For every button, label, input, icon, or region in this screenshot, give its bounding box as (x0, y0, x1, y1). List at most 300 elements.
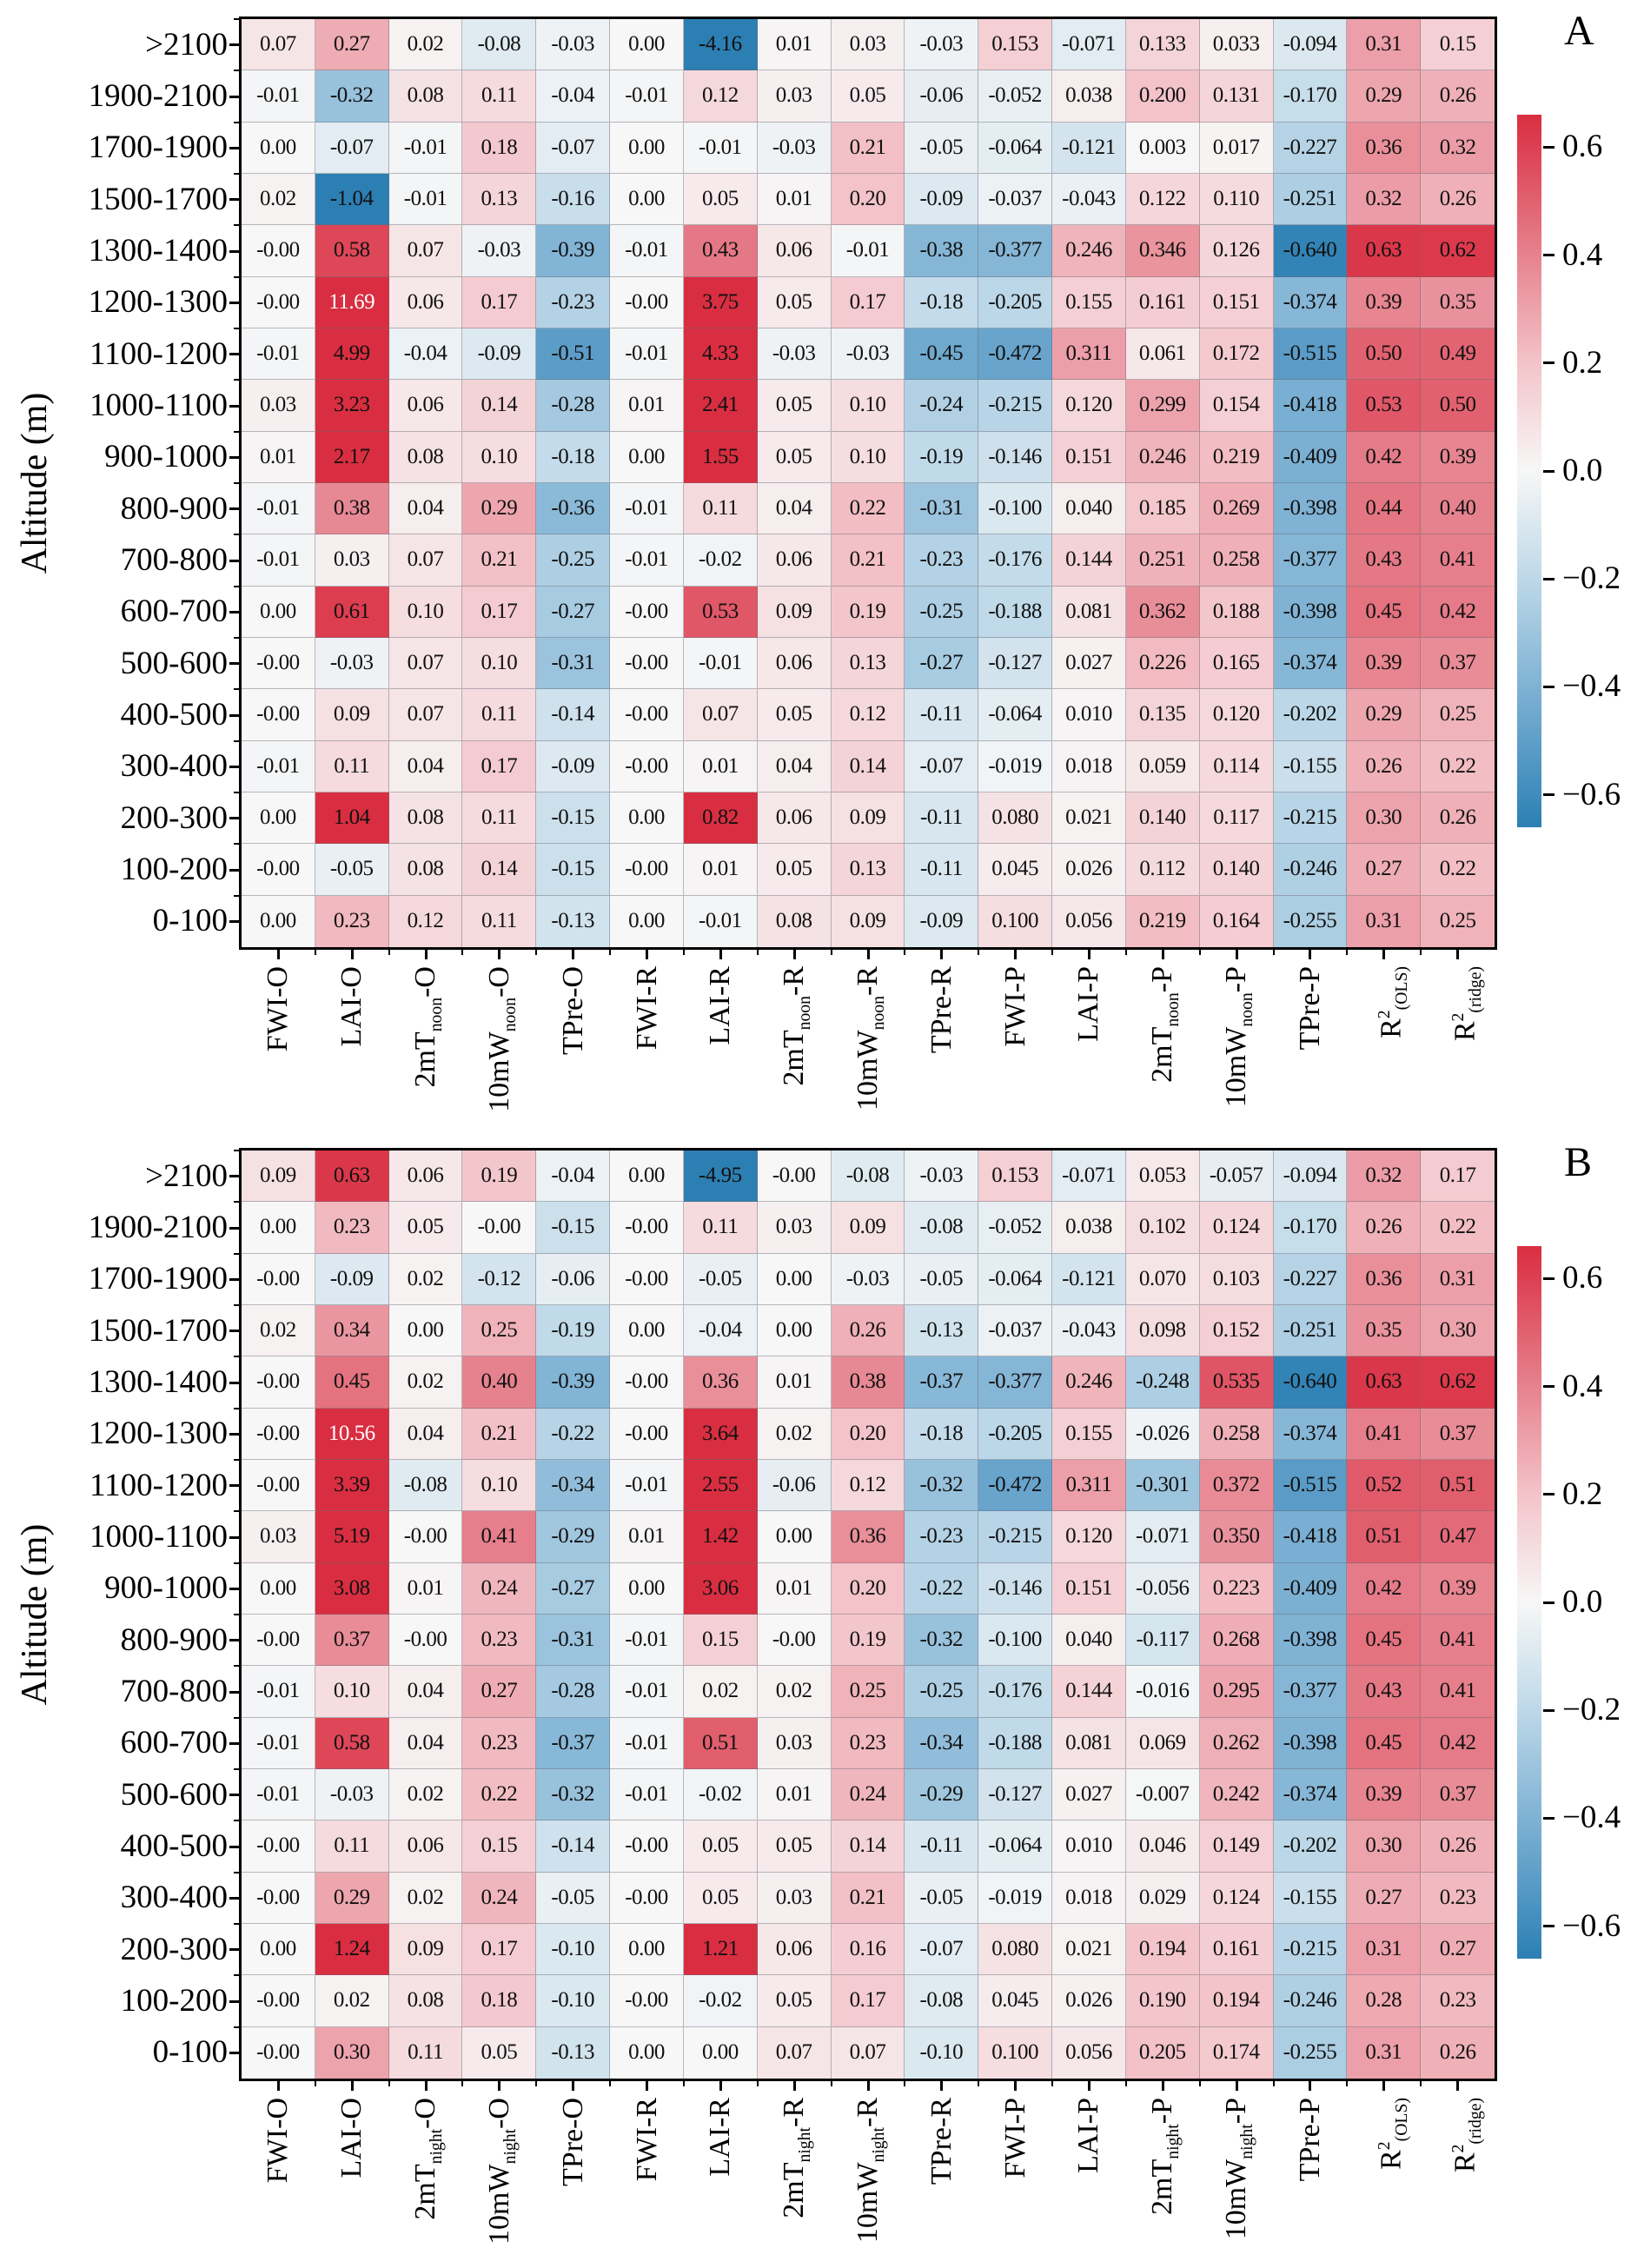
heatmap-cell: 0.09 (758, 587, 832, 638)
heatmap-cell: 0.21 (462, 534, 536, 586)
heatmap-cell: 0.19 (832, 587, 905, 638)
heatmap-cell: -0.00 (610, 1975, 684, 2026)
heatmap-cell: -0.08 (389, 1460, 463, 1511)
heatmap-cell: -0.00 (242, 844, 315, 895)
heatmap-cell: -0.01 (610, 1460, 684, 1511)
heatmap-cell: -0.32 (905, 1615, 978, 1666)
heatmap-cell: 0.09 (389, 1924, 463, 1975)
heatmap-cell: -0.05 (536, 1873, 610, 1924)
heatmap-cell: -0.32 (315, 70, 389, 122)
colorbar (1517, 1246, 1541, 1959)
colorbar-tick-label: −0.2 (1562, 560, 1621, 597)
heatmap-cell: -0.377 (978, 1356, 1052, 1408)
heatmap-cell: 0.07 (242, 19, 315, 70)
heatmap-cell: -0.043 (1052, 174, 1126, 225)
x-tick-label-text: LAI-O (335, 2098, 368, 2178)
heatmap-cell: 0.63 (1347, 1356, 1421, 1408)
heatmap-cell: 0.03 (315, 534, 389, 586)
heatmap-cell: 0.05 (684, 1873, 758, 1924)
heatmap-cell: -0.251 (1274, 174, 1348, 225)
heatmap-cell: 0.080 (978, 1924, 1052, 1975)
heatmap-cell: 0.41 (1347, 1409, 1421, 1460)
heatmap-cell: 0.38 (315, 483, 389, 534)
heatmap-cell: -0.06 (905, 70, 978, 122)
colorbar-tick (1543, 1385, 1555, 1388)
heatmap-cell: -0.09 (905, 174, 978, 225)
heatmap-cell: -0.10 (905, 2027, 978, 2079)
heatmap-cell: 0.372 (1200, 1460, 1274, 1511)
heatmap-cell: 0.30 (1347, 792, 1421, 844)
colorbar-tick (1543, 578, 1555, 580)
heatmap-cell: 0.01 (758, 19, 832, 70)
heatmap-cell: 0.00 (610, 432, 684, 483)
y-minor-tick (234, 1201, 242, 1203)
heatmap-cell: 0.35 (1421, 277, 1495, 328)
y-major-tick (229, 1175, 242, 1177)
x-tick-label-text: $10mW_{night}-R$ (852, 2098, 888, 2244)
heatmap-cell: 0.11 (462, 792, 536, 844)
heatmap-cell: -0.215 (1274, 792, 1348, 844)
y-major-tick (229, 405, 242, 408)
heatmap-cell: -0.215 (1274, 1924, 1348, 1975)
heatmap-cell: 0.34 (315, 1305, 389, 1356)
heatmap-cell: 0.07 (389, 534, 463, 586)
x-minor-tick (978, 2079, 979, 2086)
y-minor-tick (234, 1614, 242, 1615)
heatmap-cell: -0.146 (978, 432, 1052, 483)
x-major-tick (1309, 2079, 1311, 2091)
heatmap-cell: -0.18 (905, 277, 978, 328)
heatmap-cell: -0.02 (684, 1769, 758, 1820)
heatmap-cell: 1.42 (684, 1511, 758, 1562)
y-minor-tick (234, 1304, 242, 1306)
heatmap-cell: -0.202 (1274, 1820, 1348, 1872)
y-tick-label: 300-400 (120, 1880, 228, 1916)
heatmap-cell: -0.00 (242, 1254, 315, 1305)
x-minor-tick (683, 2079, 685, 2086)
heatmap-cell: -0.00 (242, 225, 315, 276)
heatmap-cell: 0.01 (610, 380, 684, 431)
heatmap-cell: 0.15 (462, 1820, 536, 1872)
heatmap-cell: -0.32 (536, 1769, 610, 1820)
heatmap-cell: -0.03 (832, 328, 905, 380)
heatmap-cell: 0.31 (1347, 1924, 1421, 1975)
heatmap-cell: -0.15 (536, 1202, 610, 1253)
heatmap-cell: 0.26 (1347, 741, 1421, 792)
heatmap-cell: 0.02 (389, 19, 463, 70)
heatmap-cell: -0.13 (905, 1305, 978, 1356)
y-minor-tick (234, 1356, 242, 1357)
heatmap-cell: 0.01 (684, 741, 758, 792)
heatmap-cell: -0.00 (242, 2027, 315, 2079)
heatmap-cell: 0.20 (832, 1563, 905, 1615)
heatmap-cell: 0.11 (462, 896, 536, 947)
heatmap-cell: 0.362 (1126, 587, 1200, 638)
heatmap-cell: 0.53 (1347, 380, 1421, 431)
heatmap-cell: 0.11 (462, 689, 536, 740)
heatmap-cell: 0.140 (1200, 844, 1274, 895)
heatmap-cell: -0.019 (978, 741, 1052, 792)
heatmap-cell: 2.41 (684, 380, 758, 431)
heatmap-cell: -0.23 (905, 534, 978, 586)
x-tick-label-text: $10mW_{night}-O$ (482, 2098, 520, 2245)
heatmap-cell: 1.21 (684, 1924, 758, 1975)
heatmap-cell: -0.08 (905, 1975, 978, 2026)
heatmap-cell: 0.190 (1126, 1975, 1200, 2026)
heatmap-cell: -0.472 (978, 328, 1052, 380)
heatmap-cell: -0.11 (905, 792, 978, 844)
heatmap-cell: 0.152 (1200, 1305, 1274, 1356)
heatmap-cell: -0.07 (536, 123, 610, 174)
heatmap-cell: 0.61 (315, 587, 389, 638)
heatmap-cell: 0.36 (1347, 123, 1421, 174)
heatmap-cell: 0.36 (684, 1356, 758, 1408)
y-minor-tick (234, 276, 242, 278)
y-minor-tick (234, 586, 242, 587)
heatmap-cell: 0.06 (758, 638, 832, 689)
heatmap-cell: 0.02 (389, 1356, 463, 1408)
heatmap-cell: 0.038 (1052, 70, 1126, 122)
x-minor-tick (388, 2079, 390, 2086)
heatmap-cell: -0.064 (978, 123, 1052, 174)
heatmap-cell: 0.04 (389, 1409, 463, 1460)
heatmap-cell: -0.13 (536, 896, 610, 947)
heatmap-cell: -0.026 (1126, 1409, 1200, 1460)
y-minor-tick (234, 895, 242, 897)
y-tick-label: >2100 (145, 1157, 228, 1194)
colorbar-tick-label: 0.4 (1562, 236, 1603, 273)
heatmap-cell: -0.03 (315, 638, 389, 689)
heatmap-cell: 0.172 (1200, 328, 1274, 380)
heatmap-cell: -0.11 (905, 844, 978, 895)
heatmap-cell: -0.01 (610, 70, 684, 122)
heatmap-cell: 0.07 (389, 638, 463, 689)
heatmap-cell: 0.26 (1421, 70, 1495, 122)
heatmap-cell: 10.56 (315, 1409, 389, 1460)
heatmap-cell: 0.23 (315, 896, 389, 947)
x-minor-tick (1199, 2079, 1201, 2086)
heatmap-cell: -0.38 (905, 225, 978, 276)
heatmap-cell: -0.02 (684, 534, 758, 586)
x-tick-label-text: TPre-P (1293, 2098, 1326, 2182)
heatmap-cell: -0.016 (1126, 1666, 1200, 1717)
heatmap-cell: -0.01 (610, 1769, 684, 1820)
heatmap-cell: -0.27 (905, 638, 978, 689)
x-tick-label-text: $R^2_{(ridge)}$ (1448, 966, 1485, 1042)
heatmap-cell: 0.11 (315, 1820, 389, 1872)
y-tick-label: 1300-1400 (88, 1364, 228, 1400)
heatmap-cell: -0.155 (1274, 1873, 1348, 1924)
y-tick-label: 0-100 (152, 903, 228, 939)
y-minor-tick (234, 1562, 242, 1564)
heatmap-cell: 0.06 (389, 277, 463, 328)
heatmap-panel-A (239, 17, 1497, 950)
heatmap-cell: -0.00 (610, 1202, 684, 1253)
heatmap-cell: 0.42 (1421, 587, 1495, 638)
x-tick-label-text: $2mT_{noon}-O$ (409, 966, 446, 1088)
heatmap-cell: 2.55 (684, 1460, 758, 1511)
heatmap-cell: 0.09 (832, 1202, 905, 1253)
heatmap-cell: 0.135 (1126, 689, 1200, 740)
heatmap-cell: -0.10 (536, 1975, 610, 2026)
heatmap-cell: -0.043 (1052, 1305, 1126, 1356)
colorbar-tick (1543, 1709, 1555, 1712)
heatmap-cell: 0.43 (684, 225, 758, 276)
heatmap-cell: 0.40 (1421, 483, 1495, 534)
heatmap-cell: 0.63 (1347, 225, 1421, 276)
y-major-tick (229, 2000, 242, 2003)
heatmap-cell: -0.12 (462, 1254, 536, 1305)
heatmap-cell: 0.01 (684, 844, 758, 895)
heatmap-cell: -0.00 (462, 1202, 536, 1253)
x-major-tick (719, 2079, 722, 2091)
x-major-tick (646, 947, 648, 959)
heatmap-cell: -0.14 (536, 689, 610, 740)
heatmap-cell: 0.17 (462, 587, 536, 638)
x-major-tick (277, 2079, 280, 2091)
heatmap-cell: 2.17 (315, 432, 389, 483)
heatmap-cell: -0.04 (536, 70, 610, 122)
heatmap-cell: 0.23 (462, 1615, 536, 1666)
heatmap-cell: -0.01 (684, 123, 758, 174)
heatmap-cell: 0.35 (1347, 1305, 1421, 1356)
heatmap-cell: 0.05 (758, 689, 832, 740)
heatmap-cell: -0.51 (536, 328, 610, 380)
colorbar-tick (1543, 1277, 1555, 1280)
heatmap-cell: 0.22 (832, 483, 905, 534)
heatmap-cell: 0.09 (242, 1151, 315, 1202)
y-minor-tick (234, 1872, 242, 1873)
heatmap-cell: 0.226 (1126, 638, 1200, 689)
heatmap-cell: 1.04 (315, 792, 389, 844)
heatmap-cell: -0.100 (978, 483, 1052, 534)
heatmap-cell: 0.21 (832, 534, 905, 586)
x-tick-label-text: TPre-O (556, 2098, 589, 2186)
heatmap-cell: 0.17 (832, 1975, 905, 2026)
heatmap-cell: -0.08 (832, 1151, 905, 1202)
heatmap-cell: 0.04 (389, 741, 463, 792)
heatmap-cell: 3.64 (684, 1409, 758, 1460)
heatmap-cell: 0.14 (832, 741, 905, 792)
heatmap-cell: -0.00 (758, 1151, 832, 1202)
heatmap-cell: 0.056 (1052, 896, 1126, 947)
heatmap-cell: 0.50 (1347, 328, 1421, 380)
heatmap-cell: 0.30 (1347, 1820, 1421, 1872)
heatmap-cell: 0.24 (832, 1769, 905, 1820)
heatmap-cell: 0.13 (832, 638, 905, 689)
heatmap-cell: 0.00 (242, 1924, 315, 1975)
y-major-tick (229, 1639, 242, 1641)
heatmap-cell: -0.071 (1126, 1511, 1200, 1562)
heatmap-cell: 0.04 (758, 741, 832, 792)
heatmap-cell: -0.27 (536, 1563, 610, 1615)
heatmap-cell: -0.23 (905, 1511, 978, 1562)
heatmap-cell: -0.08 (462, 19, 536, 70)
heatmap-cell: -0.377 (1274, 534, 1348, 586)
heatmap-cell: -0.11 (905, 1820, 978, 1872)
heatmap-cell: 0.06 (389, 1151, 463, 1202)
y-major-tick (229, 1536, 242, 1539)
colorbar-tick (1543, 1817, 1555, 1820)
heatmap-cell: 0.126 (1200, 225, 1274, 276)
heatmap-cell: 0.27 (315, 19, 389, 70)
heatmap-cell: -0.176 (978, 1666, 1052, 1717)
heatmap-cell: -0.188 (978, 587, 1052, 638)
heatmap-cell: 0.29 (315, 1873, 389, 1924)
heatmap-cell: 0.026 (1052, 844, 1126, 895)
x-tick-label-text: $R^2_{(OLS)}$ (1374, 2098, 1411, 2170)
y-minor-tick (234, 1665, 242, 1667)
heatmap-cell: 0.45 (1347, 1615, 1421, 1666)
heatmap-cell: -0.36 (536, 483, 610, 534)
heatmap-cell: 0.258 (1200, 534, 1274, 586)
heatmap-cell: 0.14 (462, 844, 536, 895)
heatmap-cell: 0.08 (389, 1975, 463, 2026)
heatmap-cell: -0.071 (1052, 1151, 1126, 1202)
heatmap-cell: -0.00 (610, 277, 684, 328)
x-minor-tick (1273, 947, 1275, 955)
heatmap-cell: 0.26 (1421, 792, 1495, 844)
x-tick-label-text: $10mW_{noon}-O$ (482, 966, 520, 1112)
heatmap-cell: -0.05 (684, 1254, 758, 1305)
y-minor-tick (234, 1820, 242, 1821)
heatmap-cell: -0.00 (242, 689, 315, 740)
heatmap-cell: -0.01 (242, 1769, 315, 1820)
x-major-tick (1162, 947, 1164, 959)
heatmap-cell: 0.00 (610, 174, 684, 225)
heatmap-cell: -0.01 (610, 1718, 684, 1769)
heatmap-cell: -0.39 (536, 1356, 610, 1408)
x-major-tick (867, 947, 870, 959)
heatmap-cell: -0.01 (242, 328, 315, 380)
heatmap-cell: 0.07 (832, 2027, 905, 2079)
heatmap-cell: -0.04 (684, 1305, 758, 1356)
heatmap-cell: -0.255 (1274, 2027, 1348, 2079)
heatmap-cell: 0.30 (315, 2027, 389, 2079)
heatmap-cell: 0.05 (758, 277, 832, 328)
heatmap-cell: -0.170 (1274, 70, 1348, 122)
x-major-tick (351, 2079, 354, 2091)
y-major-tick (229, 1433, 242, 1436)
heatmap-cell: -0.00 (242, 1409, 315, 1460)
heatmap-cell: 0.08 (389, 432, 463, 483)
heatmap-cell: -0.418 (1274, 1511, 1348, 1562)
heatmap-cell: 0.27 (462, 1666, 536, 1717)
heatmap-cell: -0.00 (610, 1254, 684, 1305)
heatmap-cell: 0.144 (1052, 1666, 1126, 1717)
heatmap-cell: -0.03 (905, 19, 978, 70)
y-major-tick (229, 1382, 242, 1384)
heatmap-cell: 0.02 (389, 1769, 463, 1820)
x-tick-label-text: LAI-R (704, 966, 737, 1045)
heatmap-cell: -0.037 (978, 174, 1052, 225)
heatmap-cell: 0.43 (1347, 534, 1421, 586)
heatmap-cell: 0.37 (1421, 638, 1495, 689)
heatmap-cell: 0.25 (1421, 689, 1495, 740)
heatmap-cell: 0.58 (315, 225, 389, 276)
y-tick-label: 900-1000 (104, 1570, 228, 1607)
heatmap-cell: 0.02 (389, 1254, 463, 1305)
heatmap-cell: 0.174 (1200, 2027, 1274, 2079)
heatmap-cell: -0.01 (610, 534, 684, 586)
heatmap-cell: 0.26 (1421, 174, 1495, 225)
heatmap-cell: -0.31 (536, 1615, 610, 1666)
heatmap-cell: 0.23 (832, 1718, 905, 1769)
heatmap-cell: 0.102 (1126, 1202, 1200, 1253)
heatmap-cell: 0.25 (1421, 896, 1495, 947)
heatmap-cell: -0.31 (905, 483, 978, 534)
heatmap-cell: 0.017 (1200, 123, 1274, 174)
heatmap-cell: 0.27 (1421, 1924, 1495, 1975)
heatmap-cell: 0.246 (1052, 1356, 1126, 1408)
y-tick-label: 1900-2100 (88, 1210, 228, 1245)
heatmap-cell: 0.08 (758, 896, 832, 947)
x-tick-label-text: FWI-R (630, 966, 663, 1051)
heatmap-cell: 0.027 (1052, 638, 1126, 689)
heatmap-cell: 0.11 (462, 70, 536, 122)
heatmap-cell: 0.06 (758, 1924, 832, 1975)
colorbar (1517, 115, 1541, 827)
x-minor-tick (1346, 947, 1348, 955)
heatmap-cell: 0.31 (1347, 896, 1421, 947)
heatmap-cell: 0.07 (389, 689, 463, 740)
x-minor-tick (1420, 947, 1422, 955)
heatmap-cell: -0.03 (758, 123, 832, 174)
heatmap-cell: -0.22 (905, 1563, 978, 1615)
heatmap-cell: -0.094 (1274, 19, 1348, 70)
y-major-tick (229, 302, 242, 304)
y-major-tick (229, 1484, 242, 1487)
heatmap-cell: 0.05 (758, 432, 832, 483)
heatmap-cell: -0.409 (1274, 1563, 1348, 1615)
y-tick-label: 900-1000 (104, 439, 228, 475)
heatmap-cell: 0.22 (1421, 844, 1495, 895)
y-major-tick (229, 1330, 242, 1332)
heatmap-cell: 0.23 (1421, 1873, 1495, 1924)
y-major-tick (229, 1742, 242, 1745)
heatmap-cell: 0.27 (1347, 844, 1421, 895)
heatmap-cell: 0.12 (832, 1460, 905, 1511)
heatmap-cell: -0.34 (905, 1718, 978, 1769)
heatmap-cell: -0.05 (315, 844, 389, 895)
heatmap-cell: 0.149 (1200, 1820, 1274, 1872)
x-minor-tick (388, 947, 390, 955)
colorbar-tick-label: 0.6 (1562, 129, 1603, 165)
heatmap-cell: -0.01 (684, 638, 758, 689)
heatmap-cell: 0.42 (1347, 432, 1421, 483)
y-tick-label: 1000-1100 (89, 388, 228, 423)
heatmap-cell: 0.08 (389, 70, 463, 122)
heatmap-cell: -0.05 (905, 123, 978, 174)
heatmap-cell: 0.070 (1126, 1254, 1200, 1305)
heatmap-cell: 0.02 (242, 174, 315, 225)
heatmap-cell: 0.00 (242, 123, 315, 174)
heatmap-cell: -0.052 (978, 1202, 1052, 1253)
y-minor-tick (234, 2026, 242, 2028)
heatmap-cell: -0.056 (1126, 1563, 1200, 1615)
heatmap-cell: 0.00 (610, 1305, 684, 1356)
x-minor-tick (1125, 947, 1127, 955)
heatmap-cell: 3.08 (315, 1563, 389, 1615)
heatmap-cell: 0.32 (1347, 174, 1421, 225)
heatmap-cell: 0.05 (758, 1820, 832, 1872)
heatmap-cell: 0.37 (1421, 1409, 1495, 1460)
x-tick-label-text: TPre-R (925, 966, 958, 1054)
y-tick-label: 700-800 (120, 1674, 228, 1709)
heatmap-cell: 0.01 (758, 174, 832, 225)
heatmap-cell: 0.155 (1052, 277, 1126, 328)
heatmap-cell: 0.03 (758, 70, 832, 122)
